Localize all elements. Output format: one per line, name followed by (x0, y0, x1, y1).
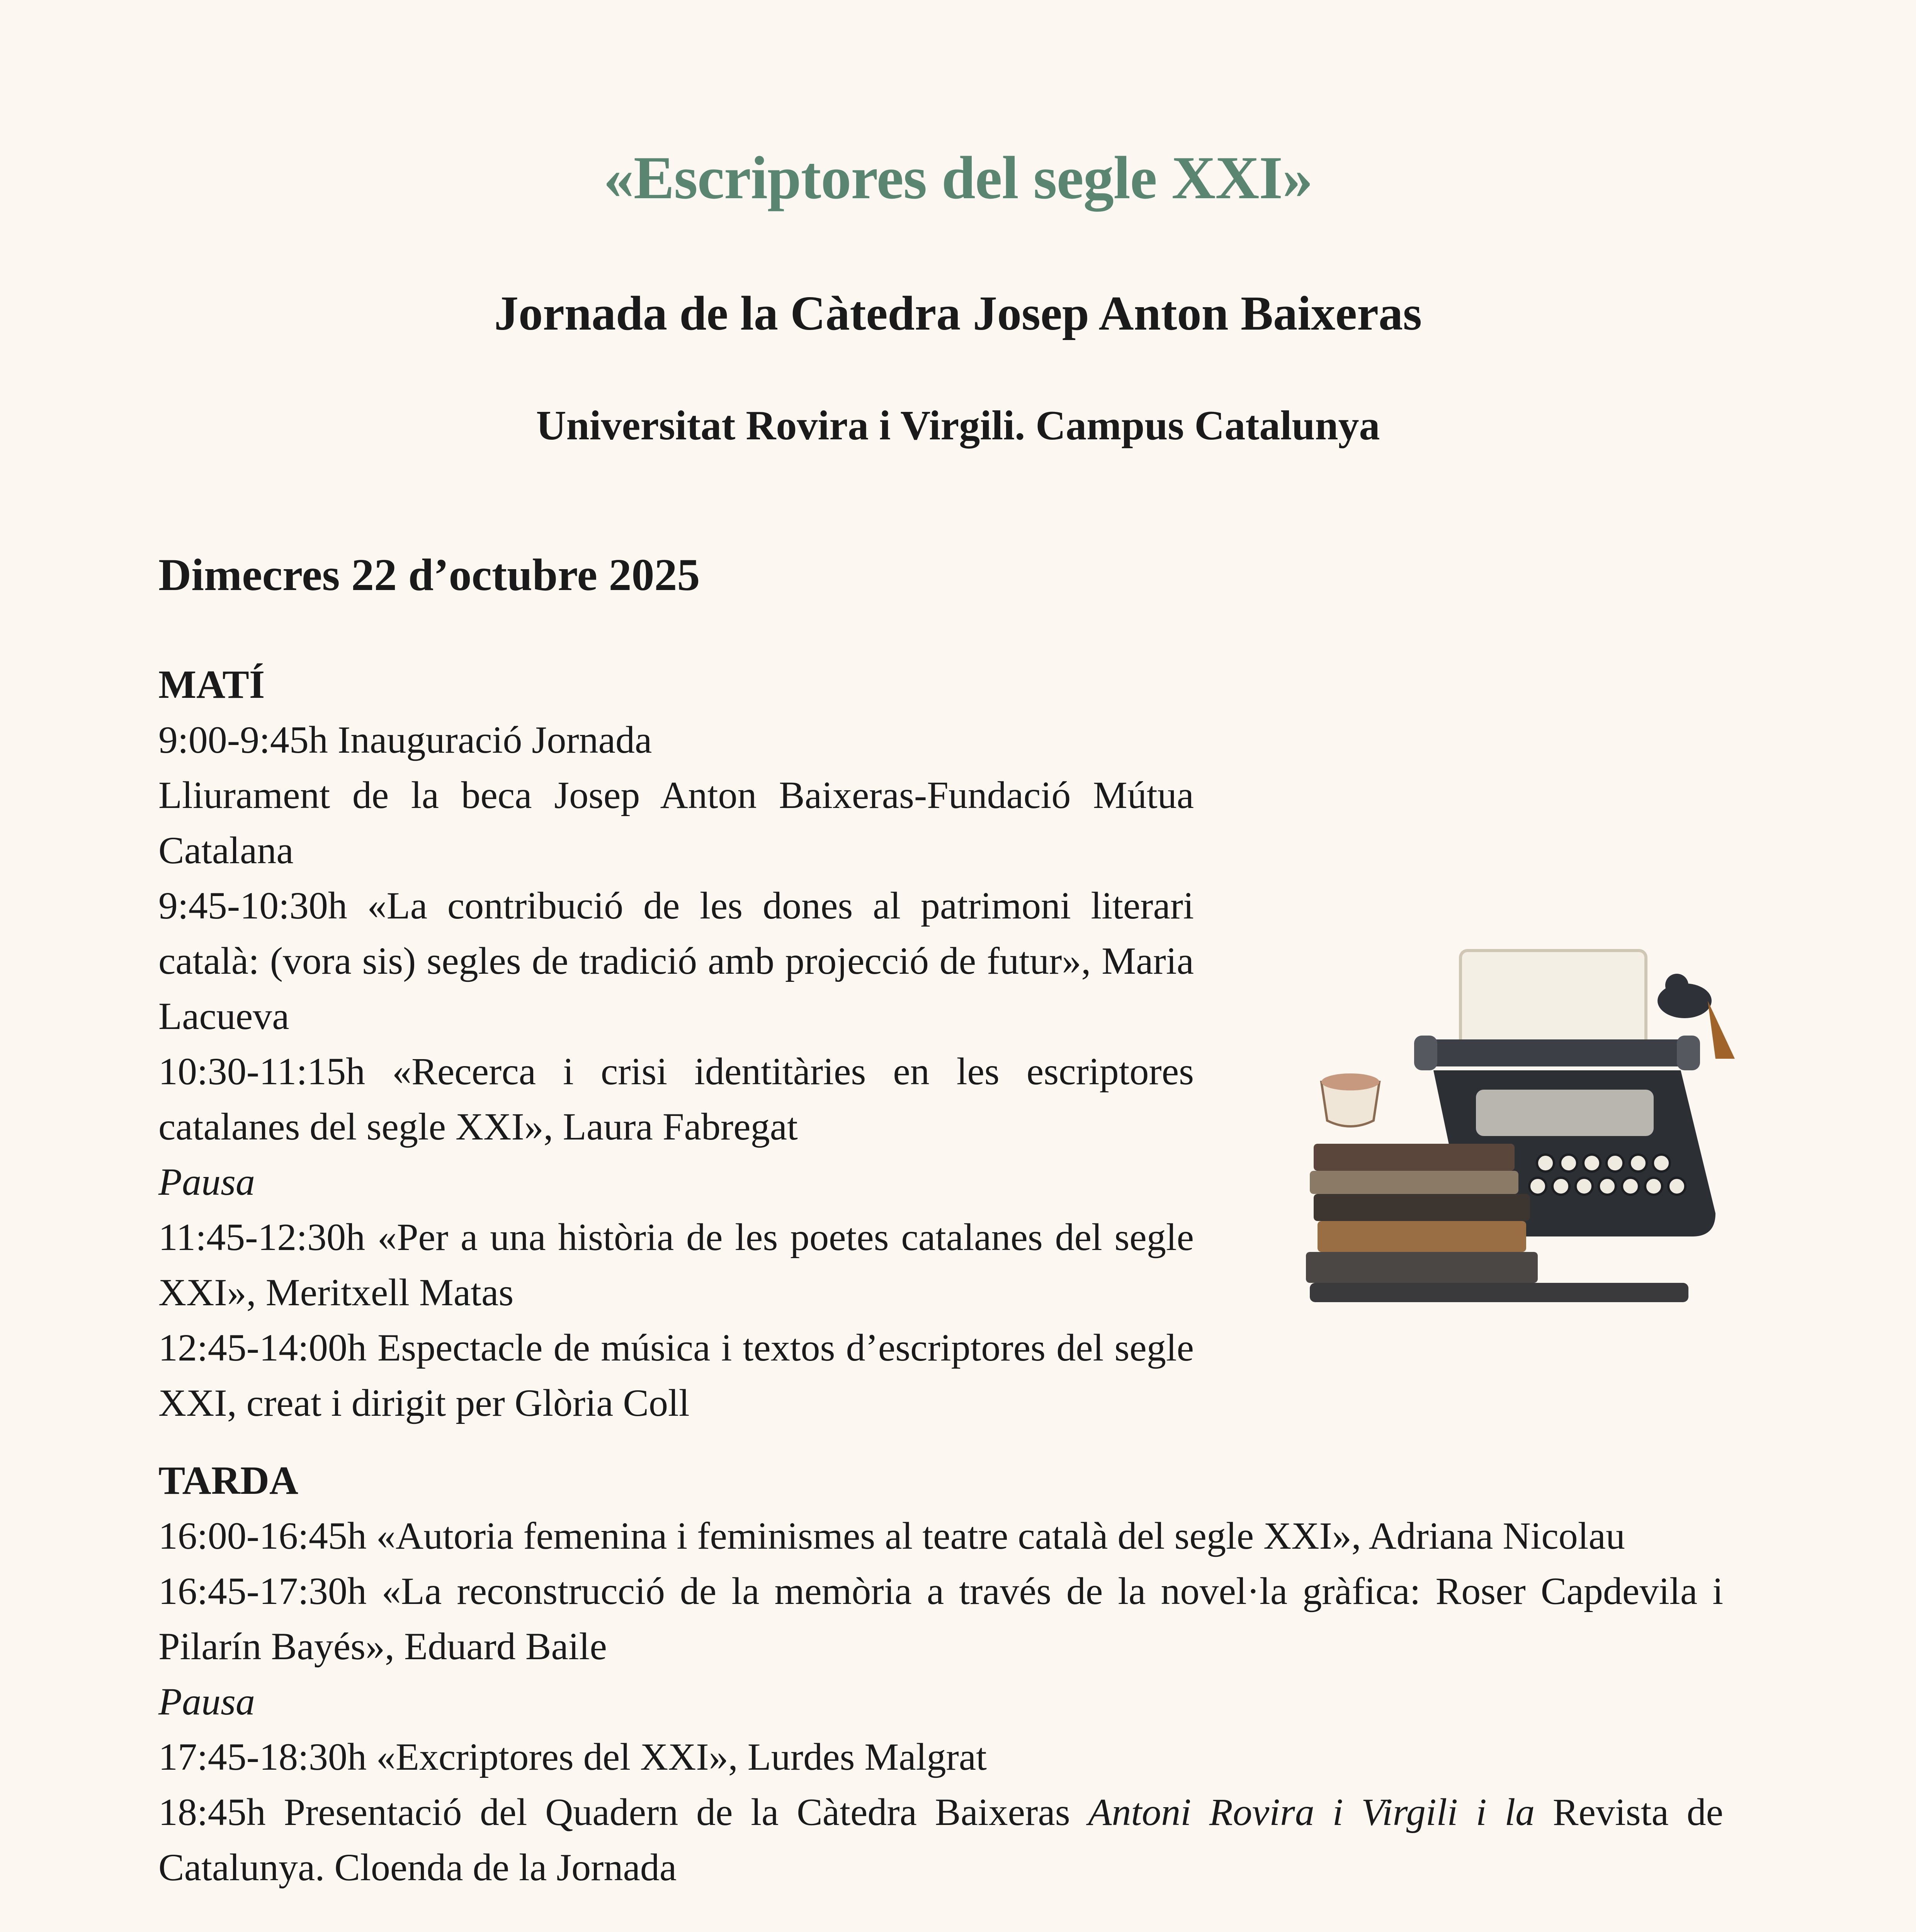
morning-schedule (158, 657, 1194, 1430)
schedule-item: 16:45-17:30h «La reconstrucció de la memòria a través de la novel·la gràfica: Roser Capdevila i Pilarín Bayés», Eduard Baile (158, 1570, 1723, 1668)
afternoon-heading: TARDA (158, 1458, 299, 1503)
schedule-item-closing (158, 1784, 1723, 1895)
schedule-item: 10:30-11:15h «Recerca i crisi identitàries en les escriptores catalanes del segle XXI», Laura Fabregat (158, 1050, 1194, 1148)
schedule-item: 11:45-12:30h «Per a una història de les poetes catalanes del segle XXI», Meritxell Matas (158, 1216, 1194, 1314)
schedule-item: 9:45-10:30h «La contribució de les dones al patrimoni literari català: (vora sis) segles de tradició amb projecció de futur», Maria Lacueva (158, 884, 1194, 1037)
page-subtitle: Jornada de la Càtedra Josep Anton Baixeras (494, 287, 1422, 340)
pause-label: Pausa (158, 1160, 255, 1203)
event-date: Dimecres 22 d’octubre 2025 (158, 549, 700, 600)
page-title: «Escriptores del segle XXI» (603, 144, 1313, 212)
venue: Universitat Rovira i Virgili. Campus Catalunya (536, 403, 1380, 449)
closing-text-italic: Antoni Rovira i Virgili i la (1088, 1791, 1535, 1833)
schedule-item: 17:45-18:30h «Excriptores del XXI», Lurdes Malgrat (158, 1735, 987, 1778)
schedule-item: 16:00-16:45h «Autoria femenina i feminismes al teatre català del segle XXI», Adriana Nicolau (158, 1514, 1625, 1557)
schedule-item: 12:45-14:00h Espectacle de música i textos d’escriptores del segle XXI, creat i dirigit per Glòria Coll (158, 1326, 1194, 1424)
closing-text-pre: 18:45h Presentació del Quadern de la Càtedra Baixeras (158, 1791, 1088, 1833)
pause-label: Pausa (158, 1680, 255, 1723)
closing-text-post: Revista de Catalunya. Cloenda de la Jornada (158, 1791, 1723, 1889)
schedule-item: Lliurament de la beca Josep Anton Baixeras-Fundació Mútua Catalana (158, 774, 1194, 872)
typewriter-illustration (1306, 943, 1750, 1306)
afternoon-schedule (158, 1453, 1723, 1895)
morning-heading: MATÍ (158, 662, 265, 707)
schedule-item: 9:00-9:45h Inauguració Jornada (158, 718, 652, 761)
